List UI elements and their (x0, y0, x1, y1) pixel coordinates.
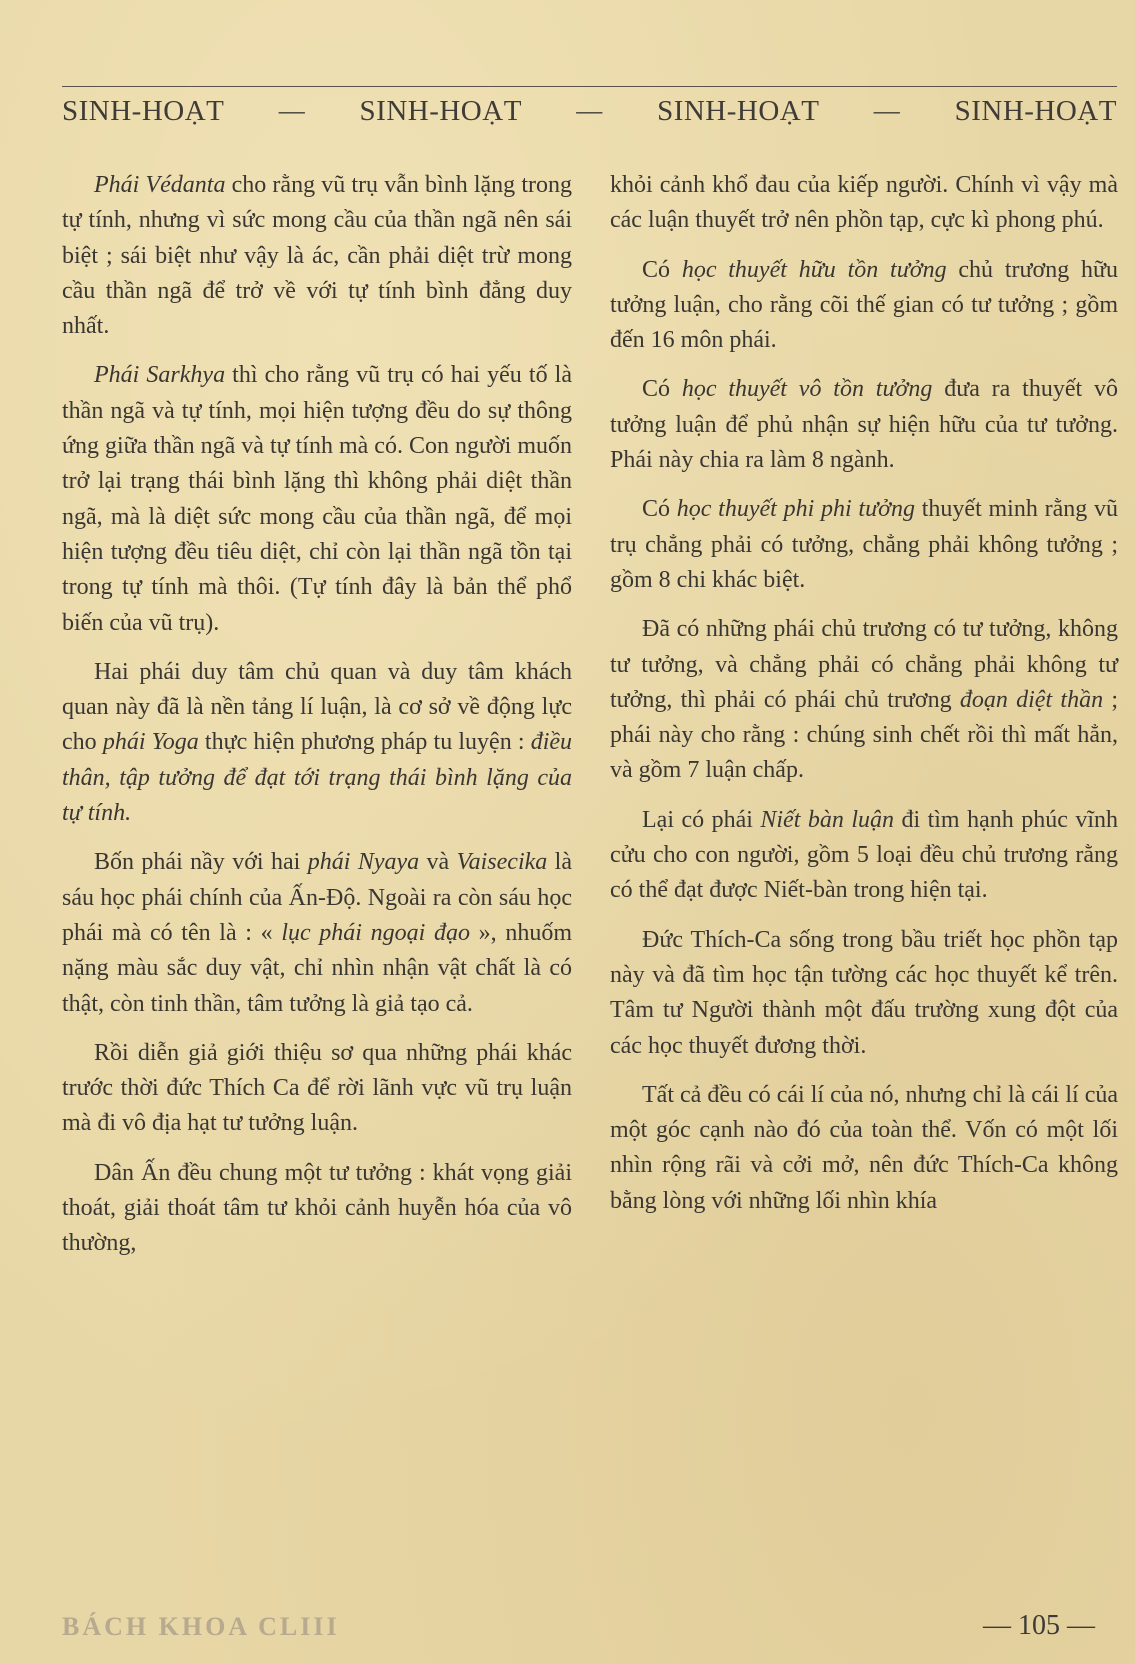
paragraph-text: Đã có những phái chủ trương có tư tưởng, không tư tưởng, và chẳng phải có chẳng phải không tư tưởng, thì phải có phái chủ trương (610, 616, 1118, 713)
paragraph-sarkhya (62, 358, 572, 640)
paragraph-six-schools (62, 845, 572, 1021)
doctrine-name: Niết bàn luận (760, 806, 894, 833)
paragraph-vedanta (62, 168, 572, 344)
school-name: Vaisecika (456, 849, 548, 876)
doctrine-name: đoạn diệt thần (959, 686, 1104, 713)
paragraph-other-schools (62, 1036, 572, 1142)
running-head-dash: — (873, 96, 901, 125)
paragraph-indian-thought (62, 1156, 572, 1262)
paragraph-text: thuyết minh rằng vũ trụ chẳng phải có tưởng, chẳng phải không tưởng ; gồm 8 chi khác biệt. (610, 496, 1118, 593)
publication-name: BÁCH KHOA CLIII (62, 1612, 340, 1641)
paragraph-niet-ban (610, 803, 1118, 909)
paragraph-text: », nhuốm nặng màu sắc duy vật, chỉ nhìn nhận vật chất là có thật, còn tinh thần, tâm tưởng là giả tạo cả. (62, 919, 572, 1017)
left-column (62, 168, 572, 1276)
paragraph-text: Hai phái duy tâm chủ quan và duy tâm khách quan này đã là nền tảng lí luận, là cơ sở về động lực cho (62, 658, 572, 756)
paragraph-text: ; phái này cho rằng : chúng sinh chết rồi thì mất hẳn, và gồm 7 luận chấp. (610, 686, 1118, 784)
paragraph-text: Đức Thích-Ca sống trong bầu triết học phồn tạp này và đã tìm học tận tường các học thuyết kể trên. Tâm tư Người thành một đấu trường xung đột của các học thuyết đương thời. (610, 926, 1118, 1059)
paragraph-text: Rồi diễn giả giới thiệu sơ qua những phái khác trước thời đức Thích Ca để rời lãnh vực vũ trụ luận mà đi vô địa hạt tư tưởng luận. (62, 1039, 572, 1137)
paragraph-text: và (419, 849, 457, 876)
paragraph-text: Có (642, 376, 682, 403)
doctrine-name: học thuyết phi phi tưởng (676, 496, 915, 523)
paragraph-continued (610, 168, 1118, 239)
paragraph-text: Có (642, 256, 682, 283)
doctrine-name: học thuyết vô tồn tưởng (681, 376, 933, 403)
paragraph-thich-ca (610, 923, 1118, 1064)
paragraph-text: khỏi cảnh khổ đau của kiếp người. Chính vì vậy mà các luận thuyết trở nên phồn tạp, cực kì phong phú. (610, 172, 1118, 234)
running-head-title: SINH-HOẠT (954, 94, 1117, 127)
school-name: Phái Sarkhya (94, 362, 226, 389)
paragraph-text: Có (642, 496, 677, 523)
paragraph-huu-tuong (610, 253, 1118, 359)
paragraph-text: cho rằng vũ trụ vẫn bình lặng trong tự tính, nhưng vì sức mong cầu của thần ngã nên sái biệt ; sái biệt như vậy là ác, cần phải diệt trừ mong cầu thần ngã để trở về với tự tính bình đẳng duy nhất. (62, 172, 572, 340)
paragraph-text: thực hiện phương pháp tu luyện : (198, 729, 531, 756)
emphasis-text: lục phái ngoại đạo (281, 919, 470, 946)
paragraph-text: Lại có phái (642, 806, 761, 833)
running-head-title: SINH-HOẠT (657, 94, 820, 127)
paragraph-text: là sáu học phái chính của Ấn-Độ. Ngoài ra còn sáu học phái mà có tên là : « (62, 849, 572, 946)
paragraph-vo-tuong (610, 372, 1118, 478)
running-head-title: SINH-HOẠT (62, 94, 225, 127)
paragraph-text: đi tìm hạnh phúc vĩnh cửu cho con người, gồm 5 loại đều chủ trương rằng có thể đạt được Niết-bàn trong hiện tại. (610, 806, 1118, 904)
paragraph-doan-diet (610, 612, 1118, 788)
header-rule (62, 86, 1117, 87)
running-head-title: SINH-HOẠT (359, 94, 522, 127)
running-head (62, 92, 1117, 130)
emphasis-text: điều thân, tập tưởng để đạt tới trạng thái bình lặng của tự tính. (62, 729, 573, 827)
paragraph-text: Bốn phái nầy với hai (94, 849, 308, 876)
running-head-dash: — (278, 96, 306, 125)
running-head-dash: — (576, 96, 603, 125)
school-name: phái Yoga (102, 729, 199, 756)
paragraph-text: chủ trương hữu tưởng luận, cho rằng cõi thế gian có tư tưởng ; gồm đến 16 môn phái. (610, 256, 1118, 354)
paragraph-text: đưa ra thuyết vô tưởng luận để phủ nhận sự hiện hữu của tư tưởng. Phái này chia ra làm 8 ngành. (610, 376, 1118, 474)
school-name: Phái Védanta (94, 172, 226, 198)
school-name: phái Nyaya (307, 849, 420, 876)
page-number: — 105 — (983, 1610, 1095, 1641)
right-column (610, 168, 1118, 1233)
paragraph-text: Tất cả đều có cái lí của nó, nhưng chỉ là cái lí của một góc cạnh nào đó của toàn thể. Vốn có một lối nhìn rộng rãi và cởi mở, nên đức Thích-Ca không bằng lòng với những lối nhìn khía (610, 1081, 1118, 1214)
paragraph-text: Dân Ấn đều chung một tư tưởng : khát vọng giải thoát, giải thoát tâm tư khỏi cảnh huyễn hóa của vô thường, (62, 1159, 572, 1257)
paragraph-yoga (62, 655, 572, 831)
paragraph-tat-ca (610, 1078, 1118, 1219)
doctrine-name: học thuyết hữu tồn tưởng (681, 256, 947, 283)
paragraph-phi-phi-tuong (610, 492, 1118, 598)
paragraph-text: thì cho rằng vũ trụ có hai yếu tố là thần ngã và tự tính, mọi hiện tượng đều do sự thông ứng giữa thần ngã và tự tính mà có. Con người muốn trở lại trạng thái bình lặng thì không phải diệt thần ngã, mà là diệt sức mong cầu của thần ngã, để mọi hiện tượng đều tiêu diệt, chỉ còn lại thần ngã tồn tại trong tự tính mà thôi. (Tự tính đây là bản thể phổ biến của vũ trụ). (62, 362, 572, 636)
